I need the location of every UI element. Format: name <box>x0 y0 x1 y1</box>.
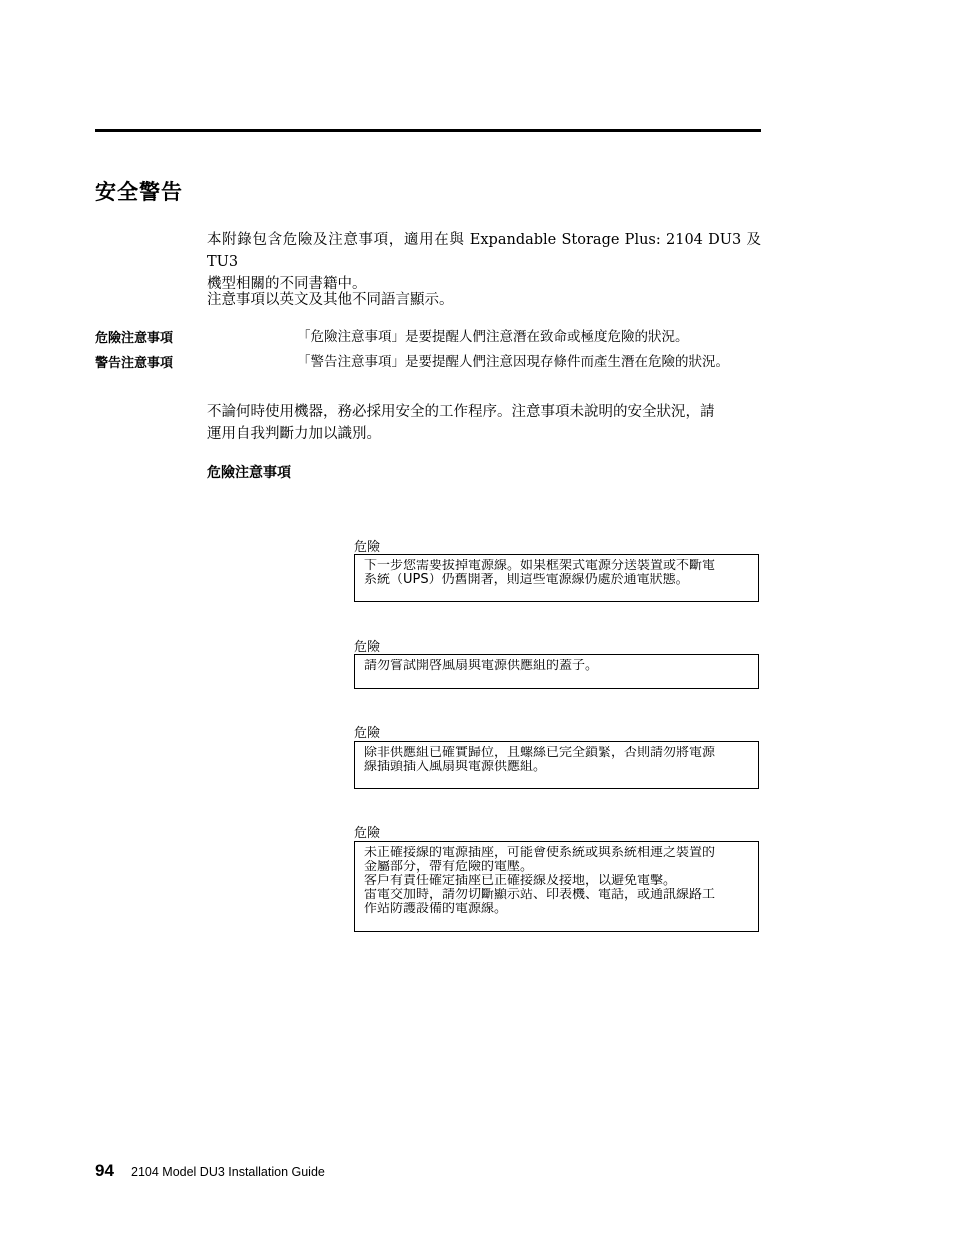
definition-description-danger: 「危險注意事項」是要提醒人們注意潛在致命或極度危險的狀況。 <box>297 329 689 345</box>
danger-notice-box <box>354 841 759 932</box>
notice-label: 危險 <box>354 540 381 555</box>
book-title: 2104 Model DU3 Installation Guide <box>131 1165 325 1179</box>
danger-notice-box <box>354 741 759 789</box>
notice-line: 作站防護設備的電源線。 <box>364 902 508 916</box>
definition-term-caution: 警告注意事項 <box>95 356 174 371</box>
definition-term-danger: 危險注意事項 <box>95 331 174 346</box>
notice-line: 金屬部分，帶有危險的電壓。 <box>364 860 534 874</box>
notice-line: 未正確接線的電源插座，可能會使系統或與系統相連之裝置的 <box>364 846 716 860</box>
notice-line: 請勿嘗試開啓風扇與電源供應組的蓋子。 <box>364 659 599 673</box>
judgment-paragraph <box>207 401 761 445</box>
notice-line: 線插頭插入風扇與電源供應組。 <box>364 760 547 774</box>
languages-note: 注意事項以英文及其他不同語言顯示。 <box>207 292 454 308</box>
notice-label: 危險 <box>354 826 381 841</box>
judgment-line-1: 不論何時使用機器，務必採用安全的工作程序。注意事項未說明的安全狀況，請 <box>207 404 715 420</box>
danger-notices-heading: 危險注意事項 <box>207 465 291 481</box>
page-number: 94 <box>95 1161 114 1180</box>
notice-line: 系統（UPS）仍舊開著，則這些電源線仍處於通電狀態。 <box>364 573 689 587</box>
definition-description-caution: 「警告注意事項」是要提醒人們注意因現存條件而產生潛在危險的狀況。 <box>297 354 729 370</box>
header-rule <box>95 129 761 132</box>
notice-line: 下一步您需要拔掉電源線。如果框架式電源分送裝置或不斷電 <box>364 559 716 573</box>
notice-line: 客戶有責任確定插座已正確接線及接地，以避免電擊。 <box>364 874 677 888</box>
judgment-line-2: 運用自我判斷力加以識別。 <box>207 426 381 442</box>
danger-notice-box <box>354 654 759 689</box>
danger-notice-box <box>354 554 759 602</box>
notice-label: 危險 <box>354 640 381 655</box>
notice-line: 除非供應組已確實歸位，且螺絲已完全鎖緊，否則請勿將電源 <box>364 746 716 760</box>
page-title: 安全警告 <box>95 180 183 204</box>
notice-line: 雷電交加時，請勿切斷顯示站、印表機、電話，或通訊線路工 <box>364 888 716 902</box>
intro-line-1: 本附錄包含危險及注意事項，適用在與 Expandable Storage Plus: 2104 DU3 及 TU3 <box>207 232 761 270</box>
notice-label: 危險 <box>354 726 381 741</box>
intro-line-2: 機型相關的不同書籍中。 <box>207 276 367 292</box>
intro-paragraph <box>207 229 761 295</box>
